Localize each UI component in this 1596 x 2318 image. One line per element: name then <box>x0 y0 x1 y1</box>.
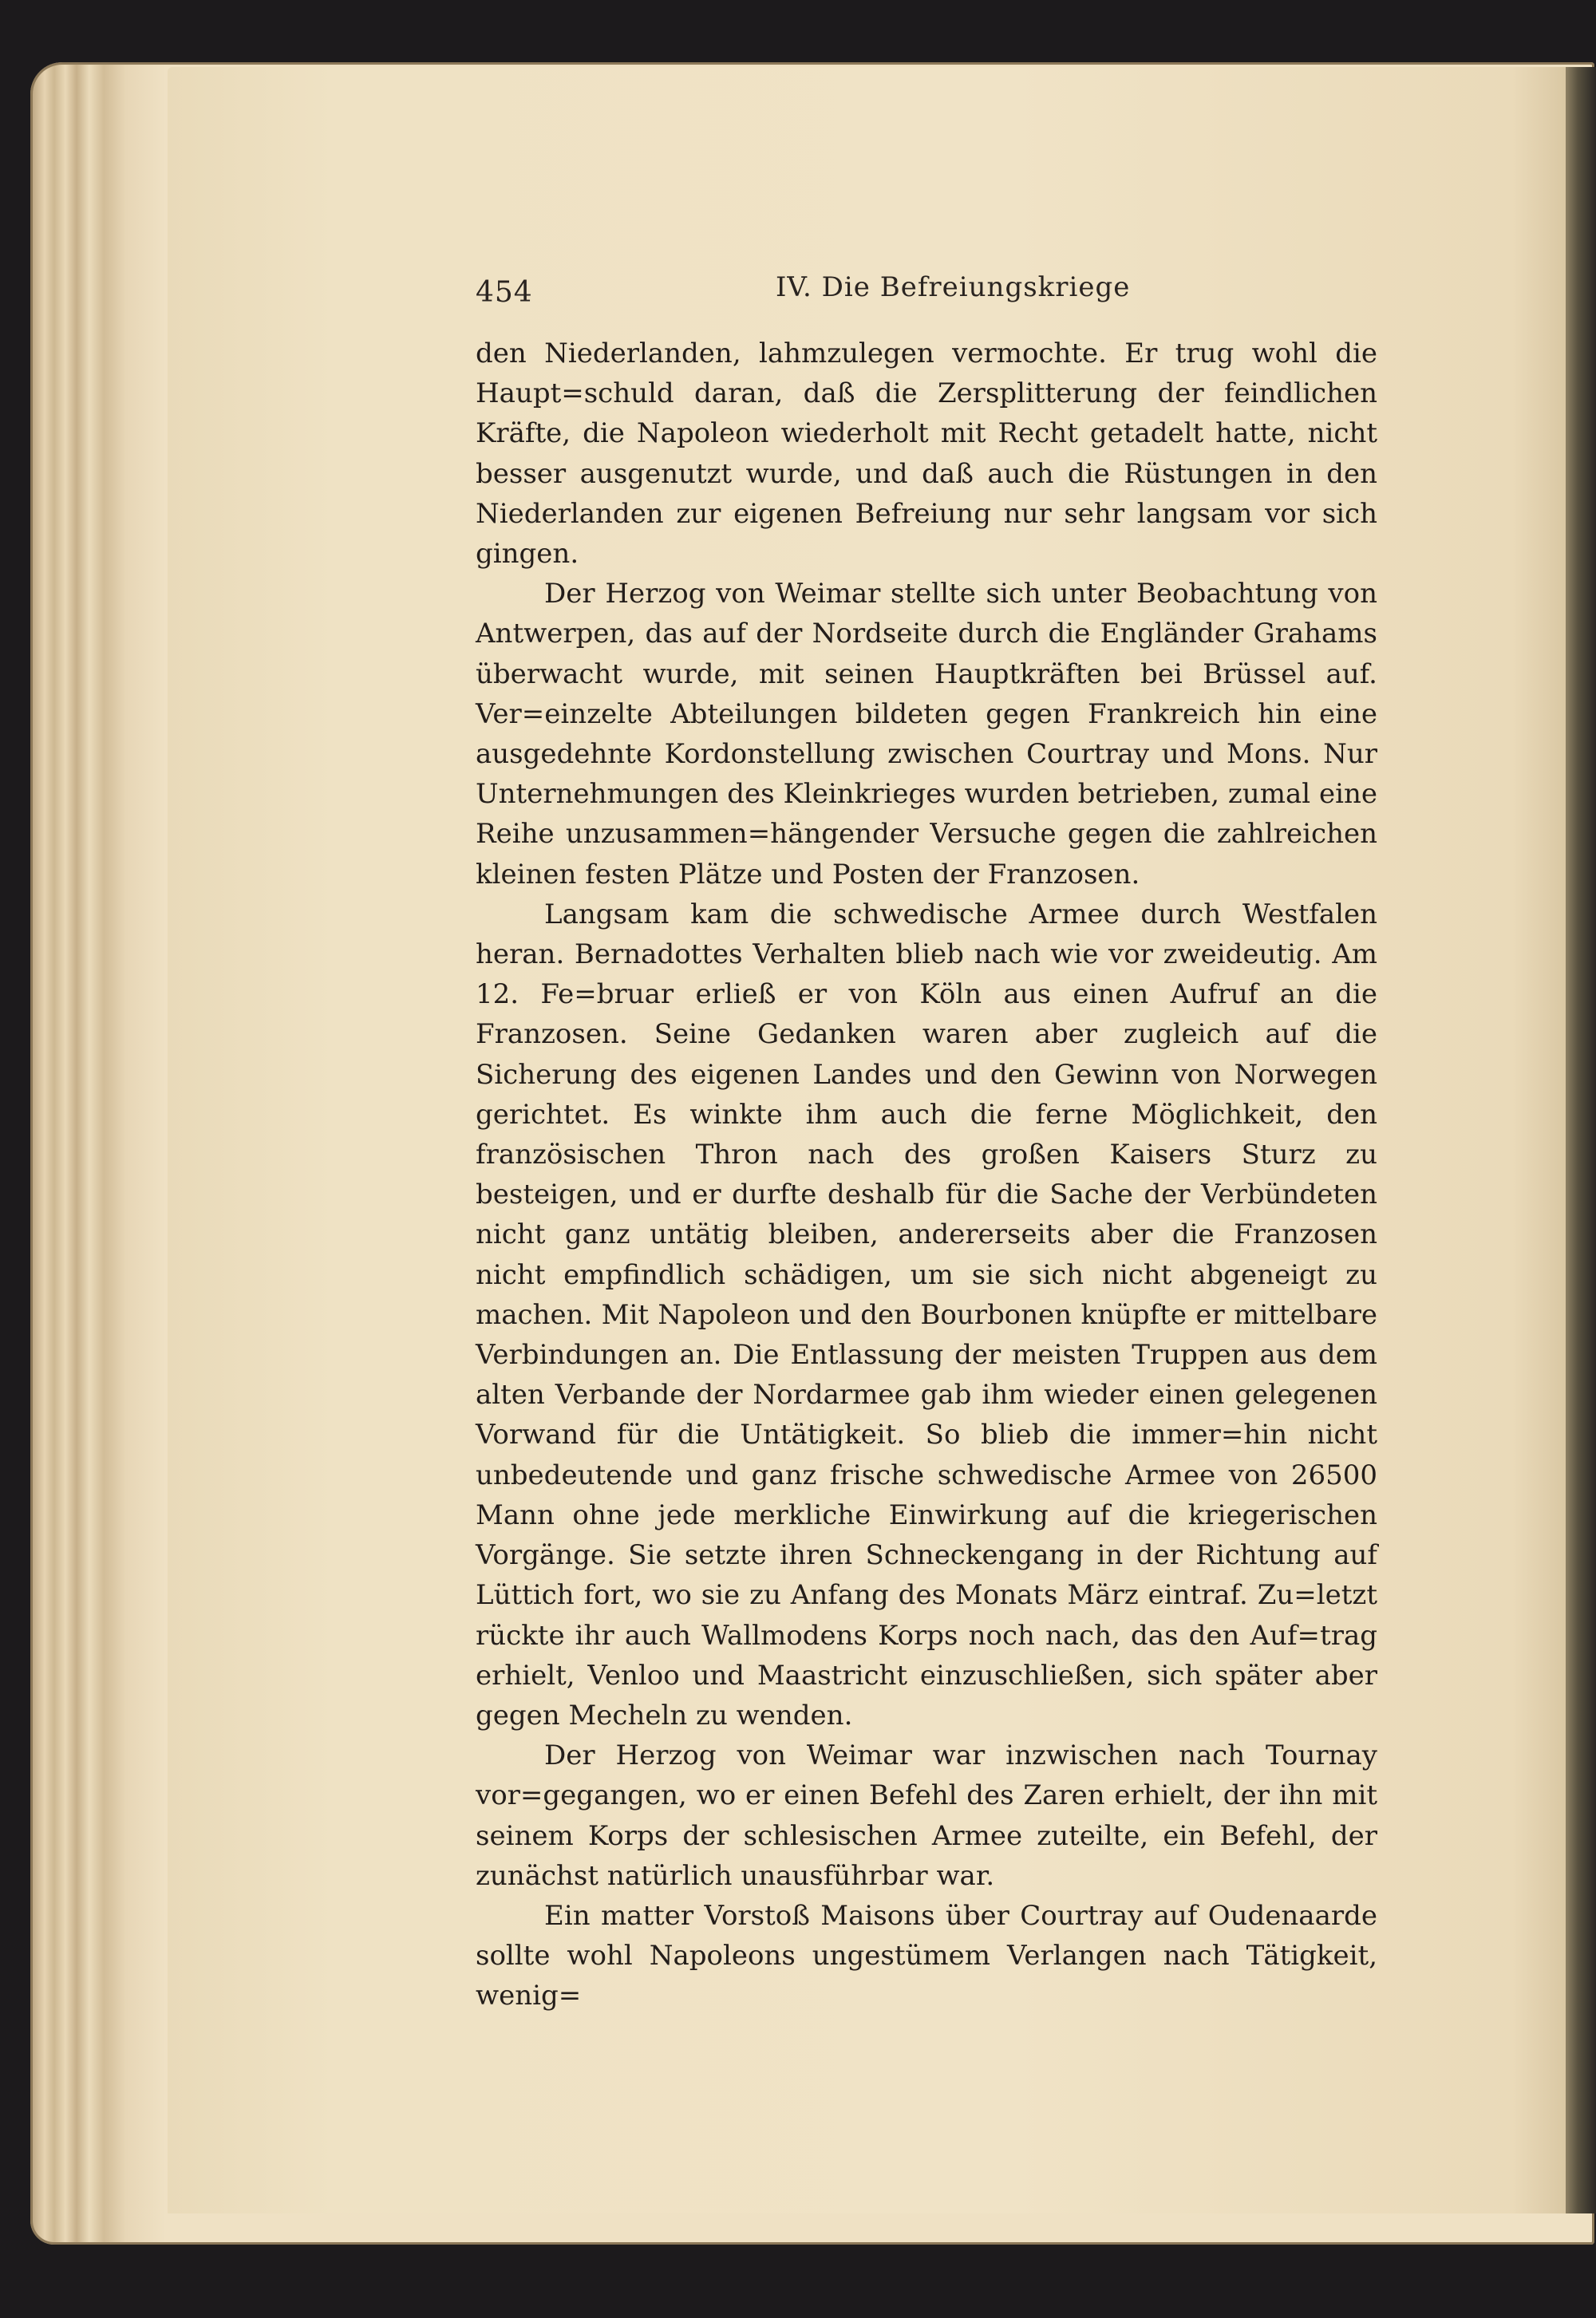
paragraph-2: Der Herzog von Weimar stellte sich unter Beobachtung von Antwerpen, das auf der Nordseite durch die Engländer Grahams überwacht wurde, mit seinen Hauptkräften bei Brüssel auf. Ver=einzelte Abteilungen bildeten gegen Frankreich hin eine ausgedehnte Kordonstellung zwischen Courtray und Mons. Nur Unternehmungen des Kleinkrieges wurden betrieben, zumal eine Reihe unzusammen=hängender Versuche gegen die zahlreichen kleinen festen Plätze und Posten der Franzosen. <box>476 578 1377 890</box>
paragraph-4: Der Herzog von Weimar war inzwischen nach Tournay vor=gegangen, wo er einen Befehl des Zaren erhielt, der ihn mit seinem Korps der schlesischen Armee zuteilte, ein Befehl, der zunächst natürlich unausführbar war. <box>476 1739 1377 1892</box>
paragraph-5: Ein matter Vorstoß Maisons über Courtray auf Oudenaarde sollte wohl Napoleons ungestümem Verlangen nach Tätigkeit, wenig= <box>476 1899 1377 2012</box>
paragraph-1: den Niederlanden, lahmzulegen vermochte. Er trug wohl die Haupt=schuld daran, daß die Zersplitterung der feindlichen Kräfte, die Napoleon wiederholt mit Recht getadelt hatte, nicht besser ausgenutzt wurde, und daß auch die Rüstungen in den Niederlanden zur eigenen Befreiung nur sehr langsam vor sich gingen. <box>476 338 1377 571</box>
page-gutter-shadow <box>1566 67 1596 2213</box>
running-title: IV. Die Befreiungskriege <box>776 271 1131 303</box>
page-header <box>476 271 1377 319</box>
page-number: 454 <box>476 276 533 309</box>
body-text <box>476 334 1377 2016</box>
paragraph-3: Langsam kam die schwedische Armee durch Westfalen heran. Bernadottes Verhalten blieb nach wie vor zweideutig. Am 12. Fe=bruar erließ er von Köln aus einen Aufruf an die Franzosen. Seine Gedanken waren aber zugleich auf die Sicherung des eigenen Landes und den Gewinn von Norwegen gerichtet. Es winkte ihm auch die ferne Möglichkeit, den französischen Thron nach des großen Kaisers Sturz zu besteigen, und er durfte deshalb für die Sache der Verbündeten nicht ganz untätig bleiben, andererseits aber die Franzosen nicht empfindlich schädigen, um sie sich nicht abgeneigt zu machen. Mit Napoleon und den Bourbonen knüpfte er mittelbare Verbindungen an. Die Entlassung der meisten Truppen aus dem alten Verbande der Nordarmee gab ihm wieder einen gelegenen Vorwand für die Untätigkeit. So blieb die immer=hin nicht unbedeutende und ganz frische schwedische Armee von 26500 Mann ohne jede merkliche Einwirkung auf die kriegerischen Vorgänge. Sie setzte ihren Schneckengang in der Richtung auf Lüttich fort, wo sie zu Anfang des Monats März eintraf. Zu=letzt rückte ihr auch Wallmodens Korps noch nach, das den Auf=trag erhielt, Venloo und Maastricht einzuschließen, sich später aber gegen Mecheln zu wenden. <box>476 898 1377 1732</box>
